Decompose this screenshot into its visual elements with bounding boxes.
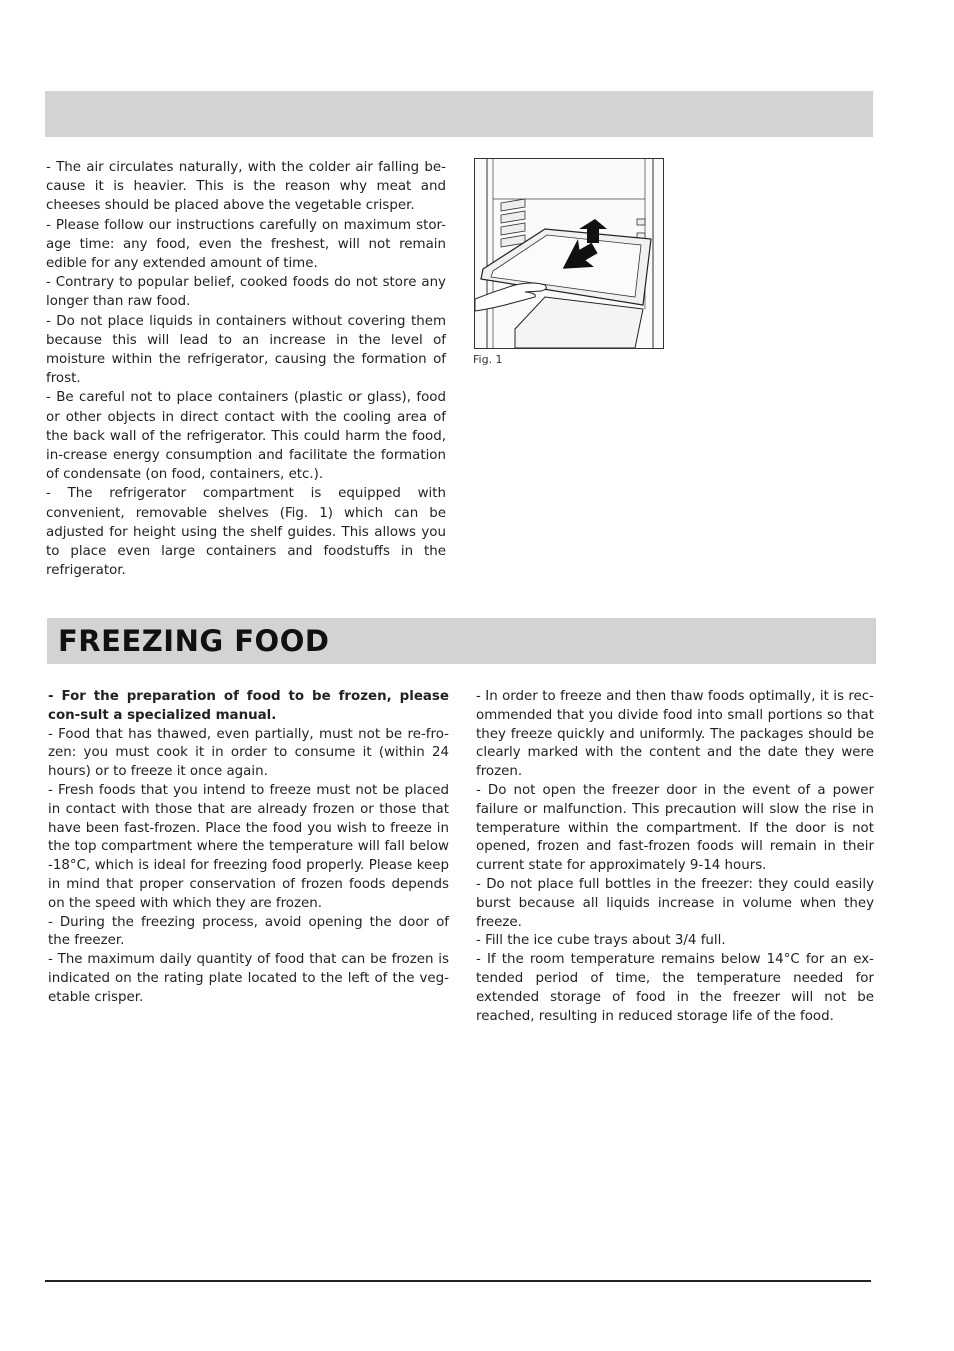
paragraph: - Fresh foods that you intend to freeze must not be placed in contact with those that are already frozen or those that have been fast-frozen. Place the food you wish to freeze in the top compartment where the temperature will fall below -18°C, which is ideal for freezing food properly. Please keep in mind that proper conservation of frozen foods depends on the speed with which they are frozen. [48,782,449,911]
paragraph: - During the freezing process, avoid opening the door of the freezer. [48,914,449,949]
intro-bold: - For the preparation of food to be frozen, please con-sult a specialized manual. [48,689,449,723]
section-header-band [45,91,873,137]
figure-caption: Fig. 1 [473,353,503,366]
paragraph: - If the room temperature remains below 14°C for an ex-tended period of time, the temperature needed for extended storage of food in the freezer will not be reached, resulting in reduced storage life of the food. [476,952,874,1024]
paragraph: - Do not place liquids in containers without covering them because this will lead to an increase in the level of moisture within the refrigerator, causing the formation of frost. [46,313,446,387]
paragraph: - The maximum daily quantity of food that can be frozen is indicated on the rating plate located to the left of the veg-etable crisper. [48,952,449,1005]
section-title: FREEZING FOOD [58,624,330,658]
paragraph: - Fill the ice cube trays about 3/4 full. [476,933,726,949]
paragraph: - Be careful not to place containers (plastic or glass), food or other objects in direct contact with the cooling area of the back wall of the refrigerator. This could harm the food, in-crease energy consumption and facilitate the formation of condensate (on food, containers, etc.). [46,390,446,483]
paragraph: - In order to freeze and then thaw foods optimally, it is rec-ommended that you divide food into small portions so that they freeze quickly and uniformly. The packages should be clearly marked with the content and the date they were frozen. [476,689,874,780]
shelf-illustration [474,158,664,349]
paragraph: - Do not place full bottles in the freezer: they could easily burst because all liquids increase in volume when they freeze. [476,876,874,930]
paragraph: - The refrigerator compartment is equipped with convenient, removable shelves (Fig. 1) which can be adjusted for height using the shelf guides. This allows you to place even large containers and foodstuffs in the refrigerator. [46,486,446,579]
freezing-right-column [476,688,874,1026]
footer-rule [45,1280,871,1282]
paragraph: - The air circulates naturally, with the colder air falling be-cause it is heavier. This is the reason why meat and cheeses should be placed above the vegetable crisper. [46,160,446,214]
paragraph: - Food that has thawed, even partially, must not be re-fro-zen: you must cook it in order to consume it (within 24 hours) or to freeze it once again. [48,726,449,780]
paragraph: - Do not open the freezer door in the event of a power failure or malfunction. This precaution will slow the rise in temperature within the compartment. If the door is not opened, frozen and fast-frozen foods will remain in their current state for approximately 9-14 hours. [476,782,874,874]
freezing-left-column [48,688,449,1008]
refrigerator-text-column [46,158,446,580]
paragraph: - Contrary to popular belief, cooked foods do not store any longer than raw food. [46,275,446,310]
paragraph: - Please follow our instructions carefully on maximum stor-age time: any food, even the freshest, will not remain edible for any extended amount of time. [46,217,446,272]
